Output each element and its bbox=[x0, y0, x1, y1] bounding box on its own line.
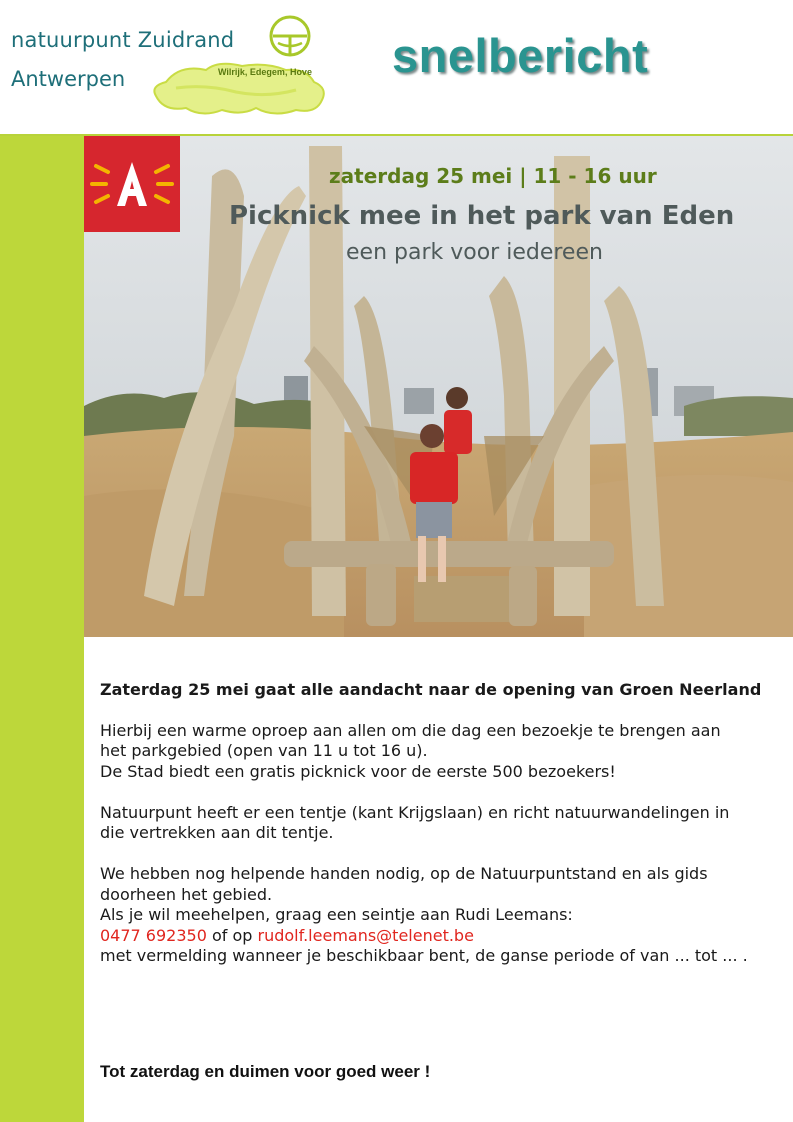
message-body bbox=[100, 680, 780, 967]
paragraph-line: die vertrekken aan dit tentje. bbox=[100, 823, 334, 842]
paragraph-line: Hierbij een warme oproep aan allen om die dag een bezoekje te brengen aan bbox=[100, 720, 721, 740]
org-name: natuurpunt Zuidrand bbox=[11, 28, 235, 52]
hero-image bbox=[84, 136, 793, 637]
closing-line: Tot zaterdag en duimen voor goed weer ! bbox=[100, 1062, 431, 1081]
paragraph-line: Natuurpunt heeft er een tentje (kant Krijgslaan) en richt natuurwandelingen in bbox=[100, 802, 730, 822]
paragraph-line: met vermelding wanneer je beschikbaar bent, de ganse periode of van ... tot ... . bbox=[100, 946, 748, 965]
lead-heading: Zaterdag 25 mei gaat alle aandacht naar de opening van Groen Neerland bbox=[100, 680, 762, 699]
paragraph-line: De Stad biedt een gratis picknick voor de eerste 500 bezoekers! bbox=[100, 761, 616, 781]
paragraph-line: het parkgebied (open van 11 u tot 16 u). bbox=[100, 741, 428, 760]
paragraph-line: Als je wil meehelpen, graag een seintje aan Rudi Leemans: bbox=[100, 905, 573, 924]
contact-connector: of op bbox=[206, 925, 258, 945]
paragraph-line: We hebben nog helpende handen nodig, op de Natuurpuntstand en als gids bbox=[100, 864, 708, 883]
antwerp-logo bbox=[84, 136, 180, 232]
email-link[interactable]: rudolf.leemans@telenet.be bbox=[257, 925, 474, 945]
phone-link[interactable]: 0477 692350 bbox=[100, 925, 207, 945]
sidebar-stripe bbox=[0, 136, 84, 1122]
org-city: Antwerpen bbox=[11, 67, 126, 91]
region-map-logo bbox=[146, 56, 336, 120]
event-title: Picknick mee in het park van Eden bbox=[229, 201, 735, 231]
natuurpunt-globe-icon bbox=[268, 14, 312, 58]
header bbox=[0, 0, 793, 134]
map-caption: Wilrijk, Edegem, Hove bbox=[218, 67, 312, 77]
event-subtitle: een park voor iedereen bbox=[346, 240, 603, 265]
banner-title: snelbericht bbox=[392, 29, 649, 82]
contact-line bbox=[100, 926, 780, 947]
paragraph-line: doorheen het gebied. bbox=[100, 884, 273, 904]
antwerp-a-icon bbox=[84, 136, 180, 232]
event-date: zaterdag 25 mei | 11 - 16 uur bbox=[329, 164, 657, 188]
